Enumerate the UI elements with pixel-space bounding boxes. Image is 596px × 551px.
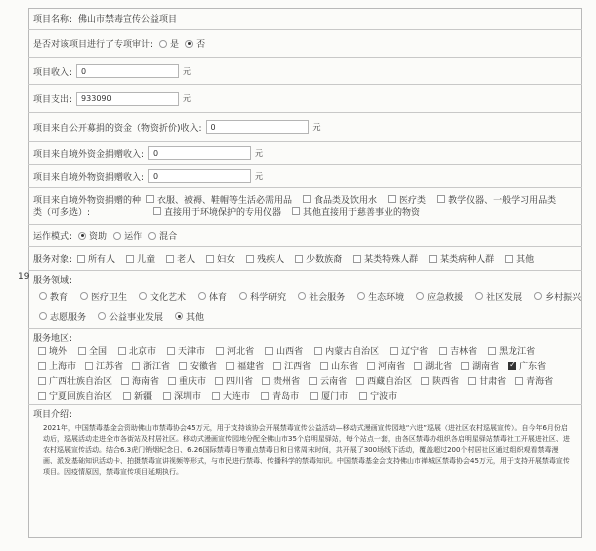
project-name-row	[28, 8, 582, 30]
field-radio[interactable]	[80, 292, 88, 300]
area-option: 江西省	[284, 362, 312, 372]
field-option: 公益事业发展	[109, 312, 164, 323]
material-medical-checkbox[interactable]	[388, 195, 396, 203]
field-option: 生态环境	[368, 292, 405, 303]
service-targets-row	[28, 247, 582, 271]
area-checkbox[interactable]	[273, 362, 281, 370]
area-checkbox[interactable]	[414, 362, 422, 370]
mode-operate-radio[interactable]	[113, 232, 121, 240]
area-checkbox[interactable]	[367, 362, 375, 370]
field-option: 教育	[50, 292, 69, 303]
area-option: 海南省	[132, 377, 160, 387]
field-radio[interactable]	[39, 312, 47, 320]
area-checkbox[interactable]	[356, 377, 364, 385]
audit-yes-label: 是	[170, 40, 180, 50]
area-option: 北京市	[129, 347, 157, 357]
expense-unit: 元	[183, 94, 192, 103]
field-radio[interactable]	[534, 292, 542, 300]
area-option: 青海省	[526, 377, 554, 387]
area-checkbox[interactable]	[226, 362, 234, 370]
target-option: 其他	[516, 255, 535, 265]
area-checkbox[interactable]	[359, 392, 367, 400]
mode-option: 混合	[159, 232, 178, 242]
area-checkbox[interactable]	[261, 392, 269, 400]
target-checkbox[interactable]	[77, 255, 85, 263]
area-checkbox[interactable]	[38, 347, 46, 355]
target-checkbox[interactable]	[353, 255, 361, 263]
field-option: 社会服务	[309, 292, 346, 303]
area-checkbox[interactable]	[421, 377, 429, 385]
field-option: 志愿服务	[50, 312, 87, 323]
area-checkbox[interactable]	[262, 377, 270, 385]
target-checkbox[interactable]	[505, 255, 513, 263]
target-checkbox[interactable]	[206, 255, 214, 263]
area-checkbox[interactable]	[216, 347, 224, 355]
area-option: 黑龙江省	[499, 347, 536, 357]
project-intro-section	[28, 405, 582, 538]
income-unit: 元	[183, 66, 192, 76]
target-option: 老人	[177, 255, 196, 265]
mode-mixed-radio[interactable]	[148, 232, 156, 240]
public-fund-input[interactable]: 0	[206, 120, 309, 134]
area-option: 河南省	[378, 362, 406, 372]
side-page-number: 19	[18, 272, 30, 282]
material-types-row	[28, 188, 582, 225]
area-option: 湖北省	[425, 362, 453, 372]
field-radio[interactable]	[357, 292, 365, 300]
material-types-label-2: 类（可多选）:	[33, 207, 91, 218]
audit-no-label: 否	[196, 40, 206, 50]
area-option: 湖南省	[472, 362, 500, 372]
target-option: 所有人	[88, 255, 116, 265]
area-option: 辽宁省	[401, 347, 429, 357]
target-option: 残疾人	[257, 255, 285, 265]
area-checkbox[interactable]	[320, 362, 328, 370]
expense-row	[28, 85, 582, 113]
field-radio[interactable]	[198, 292, 206, 300]
foreign-fund-unit: 元	[255, 148, 264, 158]
field-radio[interactable]	[39, 292, 47, 300]
material-option: 教学仪器、一般学习用品类	[448, 195, 557, 206]
area-option: 重庆市	[179, 377, 207, 387]
project-name-value: 佛山市禁毒宣传公益项目	[78, 15, 178, 25]
area-checkbox[interactable]	[163, 392, 171, 400]
project-intro-label: 项目介绍:	[33, 409, 73, 420]
area-option: 宁夏回族自治区	[49, 392, 113, 402]
area-checkbox[interactable]	[310, 392, 318, 400]
field-option: 文化艺术	[150, 292, 187, 303]
audit-no-radio[interactable]	[185, 40, 193, 48]
area-checkbox[interactable]	[78, 347, 86, 355]
material-other-checkbox[interactable]	[292, 207, 300, 215]
area-checkbox[interactable]	[265, 347, 273, 355]
area-guangdong-checkbox[interactable]	[508, 362, 516, 370]
area-option: 福建省	[237, 362, 265, 372]
area-checkbox[interactable]	[38, 377, 46, 385]
field-option: 科学研究	[250, 292, 287, 303]
audit-yes-radio[interactable]	[159, 40, 167, 48]
area-checkbox[interactable]	[468, 377, 476, 385]
target-option: 妇女	[217, 255, 236, 265]
field-option: 体育	[209, 292, 228, 303]
service-fields-label: 服务领域:	[33, 276, 73, 286]
area-option: 天津市	[178, 347, 206, 357]
area-checkbox[interactable]	[168, 377, 176, 385]
foreign-material-label: 项目来自境外物资捐赠收入:	[33, 172, 145, 183]
area-option: 境外	[49, 347, 68, 357]
area-option: 浙江省	[143, 362, 171, 372]
field-radio[interactable]	[416, 292, 424, 300]
target-checkbox[interactable]	[246, 255, 254, 263]
area-checkbox[interactable]	[167, 347, 175, 355]
area-checkbox[interactable]	[85, 362, 93, 370]
field-option: 应急救援	[427, 292, 464, 303]
material-option: 食品类及饮用水	[314, 195, 378, 206]
project-intro-text: 2021年，中国禁毒基金会资助佛山市禁毒协会45万元，用于支持该协会开展禁毒宣传公益活动—移动式漫画宣传园地“六进”巡展（进社区农村巡展宣传）。自今年6月份启动后，巡展活动走进全市各街站及村居社区。移动式漫画宣传园地分配全佛山市35个启明星驿站，每个站点一套，由各区禁毒办组织各启明星驿站禁毒社工开展进社区、进农村巡展宣传活动。结合6.3虎门销烟纪念日、6.26国际禁毒日等重点禁毒日和日常周末时间，共开展了300场线下活动，覆盖超过200个村居社区通过组织观看禁毒漫画、派发基础知识活动卡、拍摄禁毒宣讲视频等形式，与市民进行禁毒、传播科学的禁毒知识。中国禁毒基金会支持佛山市禅城区禁毒协会45万元，用于支持开展禁毒宣传项目。因疫情原因，禁毒宣传项目延期执行。	[43, 424, 570, 476]
field-option: 社区发展	[486, 292, 523, 303]
area-option: 云南省	[320, 377, 348, 387]
area-option: 全国	[89, 347, 108, 357]
income-input[interactable]: 0	[76, 64, 179, 78]
area-checkbox[interactable]	[515, 377, 523, 385]
field-radio[interactable]	[98, 312, 106, 320]
foreign-material-input[interactable]: 0	[148, 169, 251, 183]
mode-fund-radio[interactable]	[78, 232, 86, 240]
material-environment-checkbox[interactable]	[153, 207, 161, 215]
area-checkbox[interactable]	[439, 347, 447, 355]
area-option: 江苏省	[96, 362, 124, 372]
public-fund-unit: 元	[312, 122, 321, 132]
area-checkbox[interactable]	[123, 392, 131, 400]
special-audit-label: 是否对该项目进行了专项审计:	[33, 40, 154, 50]
area-option: 大连市	[223, 392, 251, 402]
material-teaching-checkbox[interactable]	[437, 195, 445, 203]
foreign-fund-input[interactable]: 0	[148, 146, 251, 160]
material-option: 衣服、被褥、鞋帽等生活必需用品	[157, 195, 293, 206]
target-option: 少数族裔	[306, 255, 343, 265]
area-option: 内蒙古自治区	[325, 347, 380, 357]
income-label: 项目收入:	[33, 67, 73, 78]
area-option: 青岛市	[272, 392, 300, 402]
material-option: 其他直接用于慈善事业的物资	[303, 207, 421, 218]
material-option: 直接用于环境保护的专用仪器	[164, 207, 282, 218]
area-checkbox[interactable]	[461, 362, 469, 370]
income-row	[28, 58, 582, 85]
operation-mode-row	[28, 225, 582, 247]
area-option: 山西省	[276, 347, 304, 357]
area-checkbox[interactable]	[390, 347, 398, 355]
area-option: 深圳市	[174, 392, 202, 402]
area-option: 安徽省	[190, 362, 218, 372]
target-option: 某类特殊人群	[364, 255, 419, 265]
area-option: 四川省	[226, 377, 254, 387]
service-areas-label: 服务地区:	[33, 334, 73, 344]
area-checkbox[interactable]	[179, 362, 187, 370]
area-option: 贵州省	[273, 377, 301, 387]
area-option: 山东省	[331, 362, 359, 372]
service-fields-row	[28, 271, 582, 329]
area-checkbox[interactable]	[314, 347, 322, 355]
expense-label: 项目支出:	[33, 95, 73, 105]
area-option: 宁波市	[370, 392, 398, 402]
area-option: 上海市	[49, 362, 77, 372]
area-option: 西藏自治区	[367, 377, 413, 387]
target-checkbox[interactable]	[295, 255, 303, 263]
material-option: 医疗类	[399, 195, 427, 206]
project-name-label: 项目名称:	[33, 15, 73, 25]
area-checkbox[interactable]	[309, 377, 317, 385]
field-option: 其他	[186, 312, 205, 323]
target-option: 儿童	[137, 255, 156, 265]
foreign-material-unit: 元	[255, 171, 264, 181]
area-checkbox[interactable]	[212, 392, 220, 400]
special-audit-row	[28, 30, 582, 58]
field-radio[interactable]	[239, 292, 247, 300]
expense-input[interactable]: 933090	[76, 92, 179, 106]
material-clothing-checkbox[interactable]	[146, 195, 154, 203]
area-option: 广东省	[519, 362, 547, 372]
area-checkbox[interactable]	[132, 362, 140, 370]
field-radio[interactable]	[475, 292, 483, 300]
area-checkbox[interactable]	[121, 377, 129, 385]
area-checkbox[interactable]	[488, 347, 496, 355]
area-checkbox[interactable]	[38, 392, 46, 400]
area-option: 甘肃省	[479, 377, 507, 387]
area-option: 厦门市	[321, 392, 349, 402]
area-option: 吉林省	[450, 347, 478, 357]
foreign-fund-label: 项目来自境外资金捐赠收入:	[33, 149, 145, 160]
mode-option: 资助	[89, 232, 108, 242]
field-radio[interactable]	[298, 292, 306, 300]
field-option: 医疗卫生	[91, 292, 128, 303]
area-option: 河北省	[227, 347, 255, 357]
area-checkbox[interactable]	[118, 347, 126, 355]
area-option: 广西壮族自治区	[49, 377, 113, 387]
field-other-radio[interactable]	[175, 312, 183, 320]
mode-option: 运作	[124, 232, 143, 242]
public-fund-row	[28, 113, 582, 142]
field-radio[interactable]	[139, 292, 147, 300]
target-checkbox[interactable]	[166, 255, 174, 263]
service-areas-row	[28, 329, 582, 405]
target-checkbox[interactable]	[126, 255, 134, 263]
area-checkbox[interactable]	[38, 362, 46, 370]
operation-mode-label: 运作模式:	[33, 232, 73, 242]
field-option: 乡村振兴	[545, 292, 582, 303]
area-option: 陕西省	[432, 377, 460, 387]
area-option: 新疆	[134, 392, 153, 402]
public-fund-label: 项目来自公开募捐的资金（物资折价)收入:	[33, 123, 202, 134]
target-option: 某类病种人群	[440, 255, 495, 265]
material-food-checkbox[interactable]	[303, 195, 311, 203]
area-checkbox[interactable]	[215, 377, 223, 385]
material-types-label-1: 项目来自境外物资捐赠的种	[33, 195, 142, 206]
foreign-fund-row	[28, 142, 582, 165]
service-targets-label: 服务对象:	[33, 255, 73, 265]
target-checkbox[interactable]	[429, 255, 437, 263]
foreign-material-row	[28, 165, 582, 188]
